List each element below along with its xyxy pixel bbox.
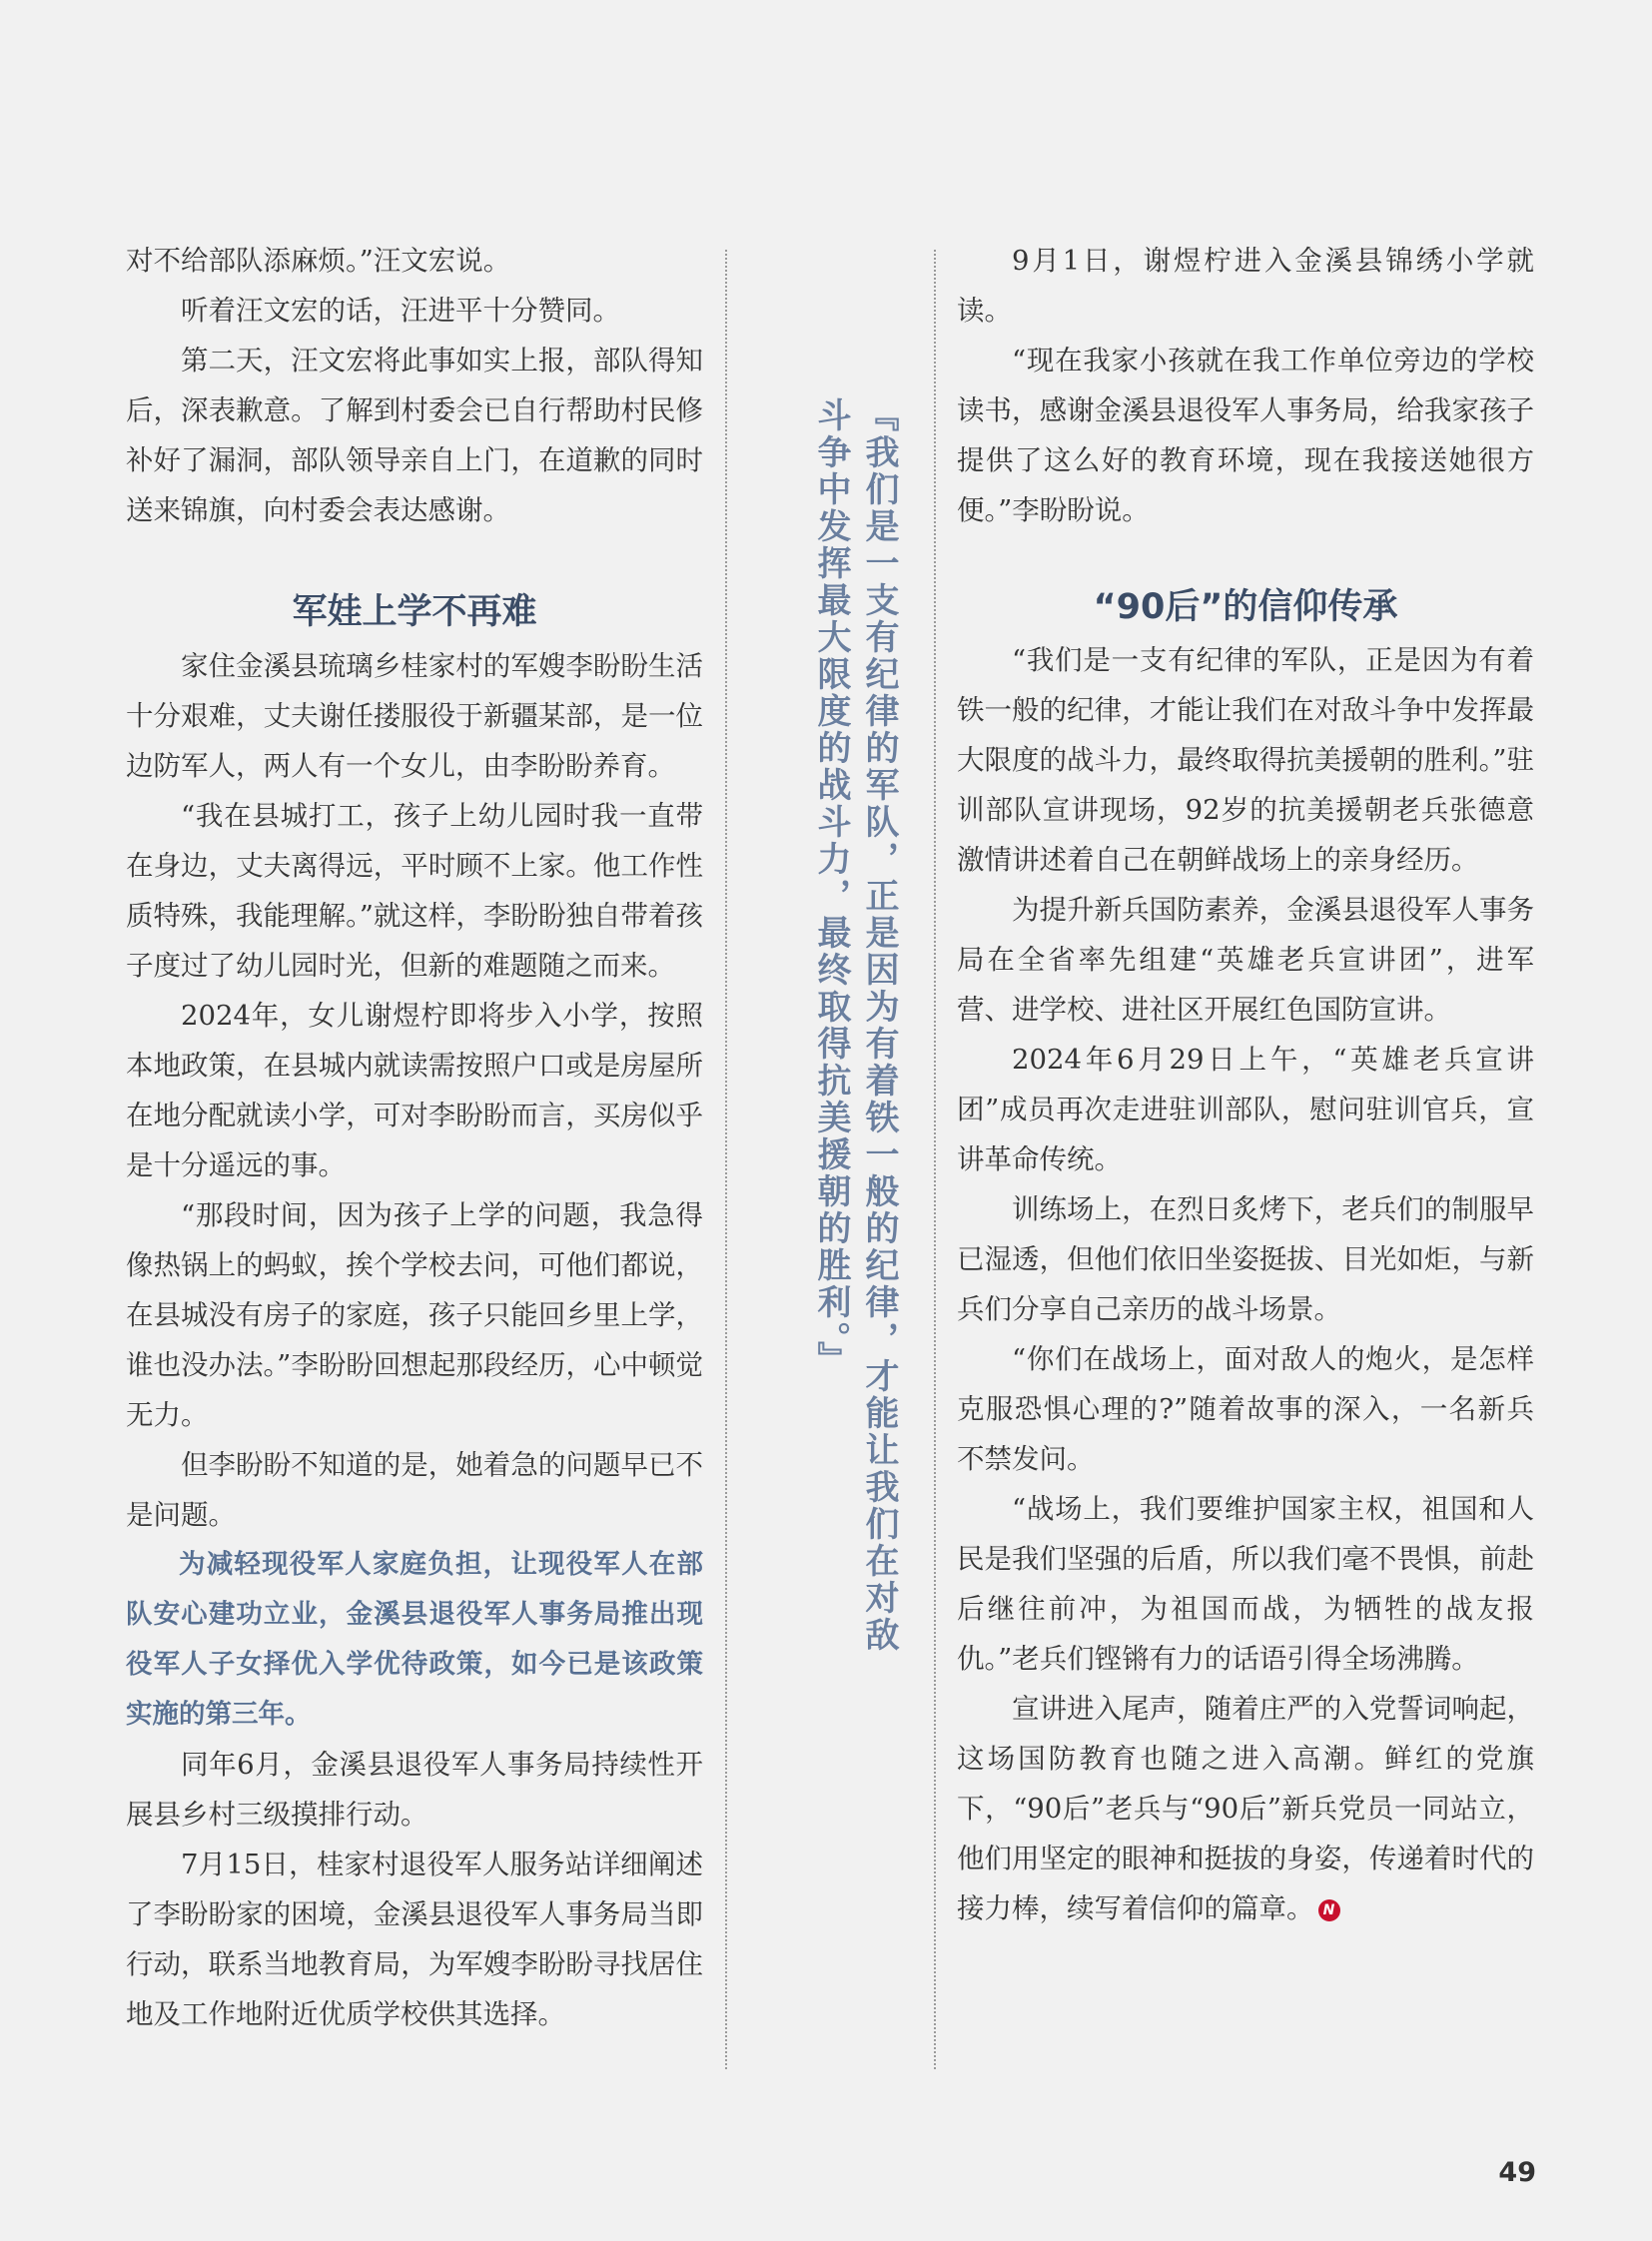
- paragraph-text: 宣讲进入尾声，随着庄严的入党誓词响起，这场国防教育也随之进入高潮。鲜红的党旗下，“90后”老兵与“90后”新兵党员一同站立，他们用坚定的眼神和挺拔的身姿，传递着时代的接力棒，续写着信仰的篇章。: [957, 1693, 1534, 1924]
- paragraph: “你们在战场上，面对敌人的炮火，是怎样克服恐惧心理的?”随着故事的深入，一名新兵不禁发问。: [957, 1343, 1534, 1475]
- section-heading: 军娃上学不再难: [292, 592, 537, 632]
- paragraph: “战场上，我们要维护国家主权，祖国和人民是我们坚强的后盾，所以我们毫不畏惧，前赴后继往前冲，为祖国而战，为牺牲的战友报仇。”老兵们铿锵有力的话语引得全场沸腾。: [957, 1493, 1534, 1675]
- paragraph: 训练场上，在烈日炙烤下，老兵们的制服早已湿透，但他们依旧坐姿挺拔、目光如炬，与新兵们分享自己亲历的战斗场景。: [957, 1193, 1534, 1325]
- column-divider: [934, 250, 936, 2069]
- paragraph: 但李盼盼不知道的是，她着急的问题早已不是问题。: [126, 1449, 703, 1531]
- pull-quote-line: 斗争中发挥最大限度的战斗力，最终取得抗美援朝的胜利。』: [811, 397, 851, 1378]
- paragraph: 为提升新兵国防素养，金溪县退役军人事务局在全省率先组建“英雄老兵宣讲团”，进军营、进学校、进社区开展红色国防宣讲。: [957, 894, 1534, 1026]
- paragraph: 2024年6月29日上午，“英雄老兵宣讲团”成员再次走进驻训部队，慰问驻训官兵，宣讲革命传统。: [957, 1044, 1534, 1175]
- paragraph: 听着汪文宏的话，汪进平十分赞同。: [181, 295, 620, 327]
- page-number: 49: [1498, 2157, 1536, 2188]
- end-mark-icon: N: [1318, 1899, 1340, 1921]
- column-divider: [725, 250, 727, 2069]
- paragraph: 家住金溪县琉璃乡桂家村的军嫂李盼盼生活十分艰难，丈夫谢任搂服役于新疆某部，是一位边防军人，两人有一个女儿，由李盼盼养育。: [126, 650, 703, 782]
- paragraph: “现在我家小孩就在我工作单位旁边的学校读书，感谢金溪县退役军人事务局，给我家孩子提供了这么好的教育环境，现在我接送她很方便。”李盼盼说。: [957, 345, 1534, 526]
- paragraph: 第二天，汪文宏将此事如实上报，部队得知后，深表歉意。了解到村委会已自行帮助村民修补好了漏洞，部队领导亲自上门，在道歉的同时送来锦旗，向村委会表达感谢。: [126, 345, 703, 526]
- paragraph: 同年6月，金溪县退役军人事务局持续性开展县乡村三级摸排行动。: [126, 1749, 703, 1831]
- paragraph: “那段时间，因为孩子上学的问题，我急得像热锅上的蚂蚁，挨个学校去问，可他们都说，在县城没有房子的家庭，孩子只能回乡里上学，谁也没办法。”李盼盼回想起那段经历，心中顿觉无力。: [126, 1199, 703, 1431]
- highlighted-paragraph: 为减轻现役军人家庭负担，让现役军人在部队安心建功立业，金溪县退役军人事务局推出现役军人子女择优入学优待政策，如今已是该政策实施的第三年。: [126, 1549, 703, 1730]
- paragraph: “我们是一支有纪律的军队，正是因为有着铁一般的纪律，才能让我们在对敌斗争中发挥最大限度的战斗力，最终取得抗美援朝的胜利。”驻训部队宣讲现场，92岁的抗美援朝老兵张德意激情讲述着自己在朝鲜战场上的亲身经历。: [957, 644, 1534, 876]
- paragraph: “我在县城打工，孩子上幼儿园时我一直带在身边，丈夫离得远，平时顾不上家。他工作性质特殊，我能理解。”就这样，李盼盼独自带着孩子度过了幼儿园时光，但新的难题随之而来。: [126, 800, 703, 982]
- left-column: [126, 236, 703, 2039]
- paragraph: 对不给部队添麻烦。”汪文宏说。: [126, 245, 511, 277]
- paragraph: 2024年，女儿谢煜柠即将步入小学，按照本地政策，在县城内就读需按照户口或是房屋所在地分配就读小学，可对李盼盼而言，买房似乎是十分遥远的事。: [126, 1000, 703, 1181]
- pull-quote: [763, 397, 903, 1826]
- paragraph: [957, 1684, 1534, 1933]
- paragraph: 9月1日，谢煜柠进入金溪县锦绣小学就读。: [957, 245, 1534, 327]
- paragraph: 7月15日，桂家村退役军人服务站详细阐述了李盼盼家的困境，金溪县退役军人事务局当即行动，联系当地教育局，为军嫂李盼盼寻找居住地及工作地附近优质学校供其选择。: [126, 1849, 703, 2030]
- right-column: [957, 236, 1534, 1933]
- pull-quote-line: 『我们是一支有纪律的军队，正是因为有着铁一般的纪律，才能让我们在对敌: [859, 397, 899, 1654]
- section-heading: “90后”的信仰传承: [1093, 587, 1398, 627]
